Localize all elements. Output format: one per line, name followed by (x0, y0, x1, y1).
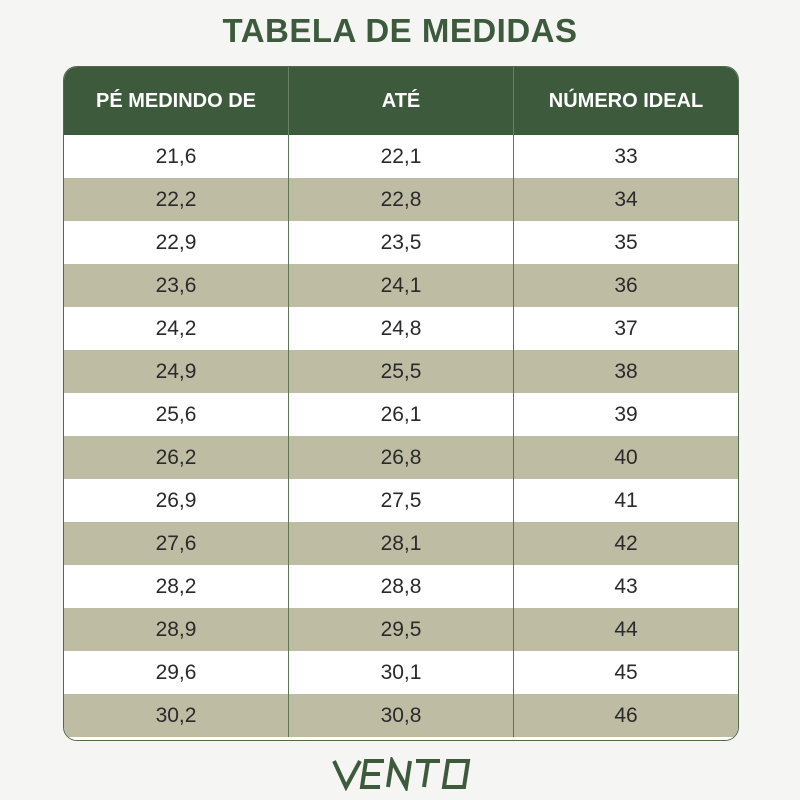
cell-ideal-size: 40 (513, 436, 738, 479)
cell-foot-to: 30,8 (288, 694, 513, 737)
table-row (64, 479, 738, 522)
table-body (64, 135, 738, 737)
cell-foot-to: 25,5 (288, 350, 513, 393)
cell-foot-from: 27,6 (155, 531, 197, 555)
cell-foot-to: 27,5 (288, 479, 513, 522)
cell-foot-from: 28,9 (155, 617, 197, 641)
page-title: TABELA DE MEDIDAS (222, 12, 578, 49)
cell-ideal-size: 38 (513, 350, 738, 393)
table-row (64, 651, 738, 694)
cell-foot-to: 22,8 (288, 178, 513, 221)
cell-foot-from: 26,2 (155, 445, 197, 469)
cell-foot-to: 24,8 (288, 307, 513, 350)
cell-foot-from: 29,6 (155, 660, 197, 684)
size-table (63, 66, 739, 741)
cell-ideal-size: 42 (513, 522, 738, 565)
cell-ideal-size: 34 (513, 178, 738, 221)
table-row (64, 436, 738, 479)
table-row (64, 307, 738, 350)
cell-foot-to: 24,1 (288, 264, 513, 307)
cell-foot-to: 23,5 (288, 221, 513, 264)
cell-foot-from: 28,2 (155, 574, 197, 598)
header-foot-from: PÉ MEDINDO DE (95, 89, 257, 112)
table-row (64, 264, 738, 307)
cell-ideal-size: 36 (513, 264, 738, 307)
cell-foot-from: 22,2 (155, 187, 197, 211)
table-row (64, 393, 738, 436)
cell-ideal-size: 43 (513, 565, 738, 608)
cell-foot-from: 23,6 (155, 273, 197, 297)
cell-foot-from: 22,9 (155, 230, 197, 254)
cell-foot-to: 28,1 (288, 522, 513, 565)
table-row (64, 694, 738, 737)
table-row (64, 608, 738, 651)
cell-foot-from: 26,9 (155, 488, 197, 512)
cell-foot-to: 30,1 (288, 651, 513, 694)
table-row (64, 221, 738, 264)
cell-ideal-size: 33 (513, 135, 738, 178)
cell-ideal-size: 35 (513, 221, 738, 264)
cell-foot-to: 22,1 (288, 135, 513, 178)
table-row (64, 350, 738, 393)
table-row (64, 178, 738, 221)
cell-foot-to: 26,1 (288, 393, 513, 436)
cell-ideal-size: 46 (513, 694, 738, 737)
cell-ideal-size: 37 (513, 307, 738, 350)
cell-foot-to: 28,8 (288, 565, 513, 608)
table-header-row (64, 67, 738, 135)
cell-ideal-size: 44 (513, 608, 738, 651)
cell-foot-from: 30,2 (155, 703, 197, 727)
cell-foot-to: 26,8 (288, 436, 513, 479)
cell-foot-from: 24,2 (155, 316, 197, 340)
header-ideal-size: NÚMERO IDEAL (513, 67, 738, 135)
cell-ideal-size: 41 (513, 479, 738, 522)
vento-logo (326, 757, 476, 791)
table-row (64, 135, 738, 178)
cell-foot-from: 21,6 (155, 144, 197, 168)
cell-foot-to: 29,5 (288, 608, 513, 651)
table-row (64, 565, 738, 608)
cell-foot-from: 25,6 (155, 402, 197, 426)
cell-foot-from: 24,9 (155, 359, 197, 383)
header-foot-to: ATÉ (288, 67, 513, 135)
cell-ideal-size: 45 (513, 651, 738, 694)
cell-ideal-size: 39 (513, 393, 738, 436)
table-row (64, 522, 738, 565)
